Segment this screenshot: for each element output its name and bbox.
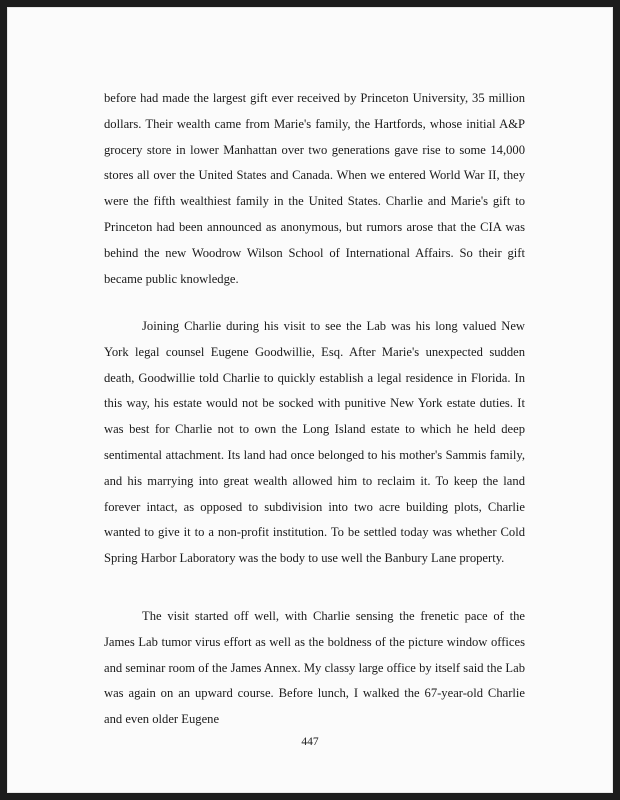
paragraph-goodwillie: [104, 314, 525, 572]
paragraph-1-text: before had made the largest gift ever received by Princeton University, 35 million dollars. Their wealth came from Marie's family, the Hartfords, whose initial A&P grocery store in lower Manhattan over two generations gave rise to some 14,000 stores all over the United States and Canada. When we entered World War II, they were the fifth wealthiest family in the United States. Charlie and Marie's gift to Princeton had been announced as anonymous, but rumors arose that the CIA was behind the new Woodrow Wilson School of International Affairs. So their gift became public knowledge.: [104, 91, 525, 286]
paragraph-visit: [104, 604, 525, 733]
document-page: [7, 7, 613, 793]
page-number: 447: [301, 736, 319, 748]
paragraph-3-text: The visit started off well, with Charlie sensing the frenetic pace of the James Lab tumor virus effort as well as the boldness of the picture window offices and seminar room of the James Annex. My classy large office by itself said the Lab was again on an upward course. Before lunch, I walked the 67-year-old Charlie and even older Eugene: [104, 609, 525, 727]
paragraph-continued: [104, 86, 525, 292]
paragraph-2-text: Joining Charlie during his visit to see the Lab was his long valued New York legal counsel Eugene Goodwillie, Esq. After Marie's unexpected sudden death, Goodwillie told Charlie to quickly establish a legal residence in Florida. In this way, his estate would not be socked with punitive New York estate duties. It was best for Charlie not to own the Long Island estate to which he held deep sentimental attachment. Its land had once belonged to his mother's Sammis family, and his marrying into great wealth allowed him to reclaim it. To keep the land forever intact, as opposed to subdivision into two acre building plots, Charlie wanted to give it to a non-profit institution. To be settled today was whether Cold Spring Harbor Laboratory was the body to use well the Banbury Lane property.: [104, 319, 525, 566]
